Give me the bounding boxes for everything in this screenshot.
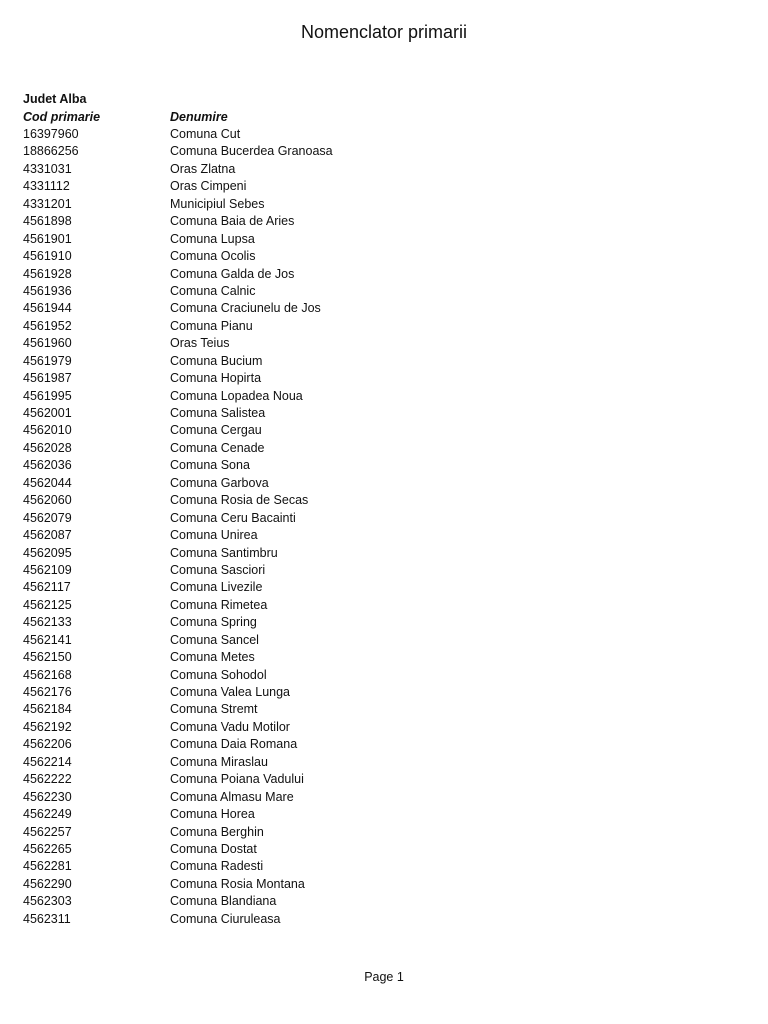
cell-code: 4562257 (23, 824, 72, 839)
table-row (0, 300, 768, 317)
cell-code: 4562001 (23, 406, 72, 420)
table-row (0, 806, 768, 823)
cell-name: Comuna Sona (170, 458, 250, 473)
cell-name: Comuna Rimetea (170, 597, 268, 612)
cell-name: Comuna Poiana Vadului (170, 772, 304, 787)
cell-name: Municipiul Sebes (170, 196, 265, 211)
cell-code: 4331201 (23, 196, 72, 211)
cell-code: 4562214 (23, 754, 72, 769)
table-row (0, 527, 768, 544)
cell-name: Comuna Unirea (170, 528, 258, 543)
cell-code: 4331112 (23, 179, 70, 194)
table-row (0, 562, 768, 579)
cell-name: Comuna Craciunelu de Jos (170, 301, 321, 316)
table-row (0, 824, 768, 841)
cell-code: 4562109 (23, 562, 72, 577)
table-row (0, 754, 768, 771)
cell-name: Comuna Sohodol (170, 667, 267, 682)
cell-name: Comuna Rosia de Secas (170, 493, 309, 508)
cell-name: Comuna Vadu Motilor (170, 719, 290, 734)
column-header-name: Denumire (170, 110, 228, 124)
cell-code: 4561910 (23, 249, 72, 264)
cell-name: Comuna Sancel (170, 632, 259, 647)
cell-name: Comuna Baia de Aries (170, 214, 295, 229)
cell-code: 4562095 (23, 545, 72, 560)
cell-code: 4562087 (23, 528, 72, 543)
cell-name: Comuna Ciuruleasa (170, 911, 281, 926)
cell-code: 4561901 (23, 231, 72, 246)
table-row (0, 178, 768, 195)
cell-code: 4562303 (23, 894, 72, 909)
table-row (0, 283, 768, 300)
cell-name: Comuna Lopadea Noua (170, 388, 303, 403)
cell-name: Comuna Sasciori (170, 562, 266, 577)
cell-name: Comuna Calnic (170, 283, 256, 298)
table-row (0, 911, 768, 928)
table-row (0, 597, 768, 614)
cell-name: Comuna Spring (170, 615, 257, 630)
table-row (0, 510, 768, 527)
cell-name: Comuna Pianu (170, 318, 253, 333)
cell-name: Comuna Blandiana (170, 894, 277, 909)
table-row (0, 370, 768, 387)
cell-name: Comuna Dostat (170, 841, 257, 856)
cell-name: Comuna Salistea (170, 406, 266, 420)
cell-code: 4562230 (23, 789, 72, 804)
cell-code: 4561952 (23, 318, 72, 333)
page-number: Page 1 (364, 970, 404, 984)
cell-code: 4562028 (23, 440, 72, 455)
cell-name: Comuna Almasu Mare (170, 789, 294, 804)
table-row (0, 248, 768, 265)
cell-name: Comuna Metes (170, 650, 255, 665)
cell-code: 4562168 (23, 667, 72, 682)
cell-name: Comuna Livezile (170, 580, 263, 595)
table-row (0, 405, 768, 422)
table-row (0, 353, 768, 370)
cell-name: Oras Teius (170, 336, 230, 351)
cell-code: 4562150 (23, 650, 72, 665)
table-row (0, 701, 768, 718)
cell-code: 4562184 (23, 702, 72, 717)
table-row (0, 545, 768, 562)
table-row (0, 649, 768, 666)
table-row (0, 841, 768, 858)
table-row (0, 196, 768, 213)
cell-code: 4561995 (23, 388, 72, 403)
cell-name: Comuna Cergau (170, 423, 262, 438)
table-row (0, 667, 768, 684)
table-row (0, 161, 768, 178)
table-body (0, 126, 768, 928)
cell-name: Comuna Santimbru (170, 545, 278, 560)
table-row (0, 126, 768, 143)
table-row (0, 876, 768, 893)
table-row (0, 231, 768, 248)
cell-code: 4561898 (23, 214, 72, 229)
column-header-code: Cod primarie (23, 110, 101, 124)
cell-name: Comuna Bucerdea Granoasa (170, 144, 333, 159)
cell-name: Oras Zlatna (170, 161, 236, 176)
cell-name: Oras Cimpeni (170, 179, 247, 194)
cell-code: 4562141 (23, 632, 72, 647)
cell-code: 4562079 (23, 510, 72, 525)
cell-name: Comuna Bucium (170, 353, 263, 368)
cell-code: 4562060 (23, 493, 72, 508)
table-row (0, 457, 768, 474)
cell-name: Comuna Miraslau (170, 754, 268, 769)
cell-code: 4562176 (23, 685, 72, 699)
table-row (0, 213, 768, 230)
cell-name: Comuna Lupsa (170, 231, 255, 246)
cell-code: 16397960 (23, 127, 79, 141)
cell-code: 4562125 (23, 597, 72, 612)
table-row (0, 771, 768, 788)
cell-name: Comuna Ceru Bacainti (170, 510, 296, 525)
cell-name: Comuna Cut (170, 127, 241, 141)
table-row (0, 684, 768, 701)
cell-code: 4562010 (23, 423, 72, 438)
page-title: Nomenclator primarii (300, 22, 468, 42)
table-row (0, 858, 768, 875)
cell-code: 4561979 (23, 353, 72, 368)
cell-code: 4562192 (23, 719, 72, 734)
cell-name: Comuna Berghin (170, 824, 264, 839)
cell-code: 4562044 (23, 475, 72, 490)
cell-code: 4561936 (23, 283, 72, 298)
cell-code: 4561944 (23, 301, 72, 316)
cell-name: Comuna Daia Romana (170, 737, 298, 752)
county-heading: Judet Alba (23, 92, 87, 106)
table-row (0, 492, 768, 509)
table-row (0, 388, 768, 405)
cell-name: Comuna Valea Lunga (170, 685, 290, 699)
cell-code: 4562206 (23, 737, 72, 752)
cell-name: Comuna Garbova (170, 475, 269, 490)
table-row (0, 266, 768, 283)
table-row (0, 614, 768, 631)
table-row (0, 719, 768, 736)
cell-name: Comuna Cenade (170, 440, 265, 455)
cell-name: Comuna Galda de Jos (170, 266, 295, 281)
cell-name: Comuna Horea (170, 807, 255, 822)
cell-code: 4562222 (23, 772, 72, 787)
cell-code: 4561987 (23, 371, 72, 386)
cell-name: Comuna Hopirta (170, 371, 262, 386)
table-row (0, 632, 768, 649)
table-row (0, 736, 768, 753)
cell-code: 4562281 (23, 859, 72, 874)
cell-name: Comuna Radesti (170, 859, 264, 874)
cell-name: Comuna Ocolis (170, 249, 256, 264)
table-row (0, 143, 768, 160)
cell-code: 4561960 (23, 336, 72, 351)
table-row (0, 893, 768, 910)
table-row (0, 475, 768, 492)
cell-name: Comuna Stremt (170, 702, 258, 717)
table-row (0, 422, 768, 439)
table-row (0, 579, 768, 596)
cell-code: 4562290 (23, 876, 72, 891)
table-row (0, 318, 768, 335)
cell-code: 18866256 (23, 144, 79, 159)
cell-code: 4562133 (23, 615, 72, 630)
cell-name: Comuna Rosia Montana (170, 876, 305, 891)
table-row (0, 335, 768, 352)
cell-code: 4562249 (23, 807, 72, 822)
cell-code: 4331031 (23, 161, 72, 176)
cell-code: 4562036 (23, 458, 72, 473)
table-row (0, 789, 768, 806)
cell-code: 4562311 (23, 911, 71, 926)
cell-code: 4562117 (23, 580, 71, 595)
cell-code: 4562265 (23, 841, 72, 856)
table-row (0, 440, 768, 457)
cell-code: 4561928 (23, 266, 72, 281)
